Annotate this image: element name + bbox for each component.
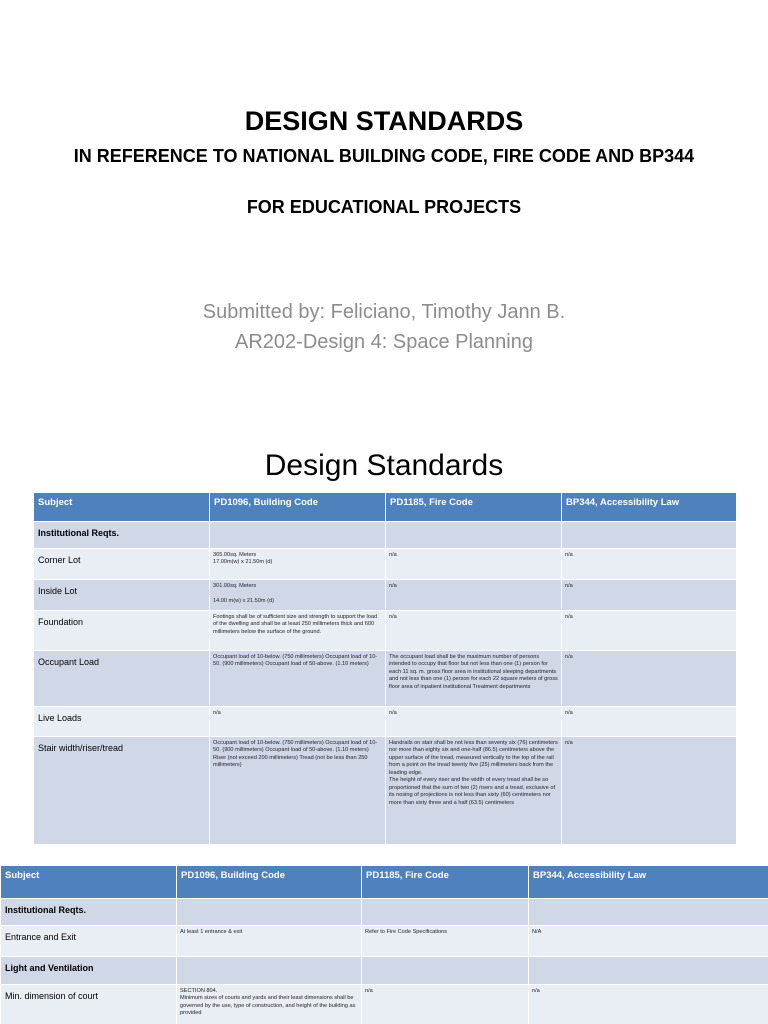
cell-building-code: Occupant load of 10-below. (750 millimeters) Occupant load of 10-50. (900 millimeters) Occupant load of 50-above. (1.10 meters) Riser (not exceed 200 millimeters) Tread (not be less than 250 millimeters) <box>210 737 386 845</box>
standards-table <box>33 492 737 845</box>
cell-building-code: n/a <box>210 707 386 737</box>
row-subject: Corner Lot <box>34 549 210 580</box>
cell-fire-code: n/a <box>386 549 562 580</box>
table-row <box>1 926 768 957</box>
table-row <box>34 707 737 737</box>
table-row <box>34 522 737 549</box>
cell-building-code: SECTION 804. Minimum sizes of courts and yards and their least dimensions shall be governed by the use, type of construction, and height of the building as provided <box>177 985 362 1024</box>
cell-accessibility: n/a <box>562 651 737 707</box>
slide-subtitle: IN REFERENCE TO NATIONAL BUILDING CODE, FIRE CODE AND BP344 <box>73 146 695 166</box>
table-header-row <box>34 493 737 522</box>
cell-building-code: Occupant load of 10-below. (750 millimeters) Occupant load of 10-50. (900 millimeters) Occupant load of 50-above. (1.10 meters) <box>210 651 386 707</box>
cell-fire-code: n/a <box>362 985 529 1024</box>
slide-title: Design Standards <box>264 449 504 482</box>
cell-accessibility <box>529 957 768 985</box>
row-subject: Occupant Load <box>34 651 210 707</box>
standards-slide <box>0 425 768 865</box>
cell-building-code: 365.00sq. Meters 17.00m(w) x 21.50m (d) <box>210 549 386 580</box>
standards-table-continued <box>0 865 768 1024</box>
cell-fire-code: n/a <box>386 580 562 611</box>
table-header-row <box>1 866 768 899</box>
table-row <box>34 651 737 707</box>
cell-accessibility: n/a <box>562 611 737 651</box>
cell-fire-code: The occupant load shall be the maximum number of persons intended to occupy that floor but not less than one (1) person for each 11 sq. m. gross floor area in institutional sleeping departments and not less than one (1) person for each 22 square meters of gross floor area of inpatient institutional Treatment departments <box>386 651 562 707</box>
cell-accessibility: n/a <box>529 985 768 1024</box>
cell-fire-code: Handrails on stair shall be not less than seventy six (76) centimeters nor more than eighty six and one-half (86.5) centimeters above the upper surface of the tread, measured vertically to the top of the rail from a point on the tread twenty five (25) millimeters back from the leading edge. The height of every riser and the width of every tread shall be so proportioned that the sum of two (2) risers and a tread, exclusive of its nosing of projections is not less than sixty (60) centimeters nor more than sixty three and a half (63.5) centimeters <box>386 737 562 845</box>
row-subject: Min. dimension of court <box>1 985 177 1024</box>
table-row <box>34 549 737 580</box>
cell-building-code <box>177 899 362 926</box>
header-building-code: PD1096, Building Code <box>177 866 362 899</box>
cell-fire-code: n/a <box>386 611 562 651</box>
header-accessibility-law: BP344, Accessibility Law <box>562 493 737 522</box>
header-fire-code: PD1185, Fire Code <box>386 493 562 522</box>
row-subject: Institutional Reqts. <box>34 522 210 549</box>
header-subject: Subject <box>34 493 210 522</box>
row-subject: Entrance and Exit <box>1 926 177 957</box>
course-name: AR202-Design 4: Space Planning <box>235 331 533 353</box>
slide-subtitle-2: FOR EDUCATIONAL PROJECTS <box>246 197 522 217</box>
table-row <box>1 985 768 1024</box>
title-slide <box>0 0 768 425</box>
header-building-code: PD1096, Building Code <box>210 493 386 522</box>
cell-building-code: 301.00sq. Meters 14.00 m(w) x 21.50m (d) <box>210 580 386 611</box>
table-row <box>34 580 737 611</box>
header-accessibility-law: BP344, Accessibility Law <box>529 866 768 899</box>
standards-slide-continued <box>0 865 768 1024</box>
cell-building-code: At least 1 entrance & exit <box>177 926 362 957</box>
cell-fire-code: n/a <box>386 707 562 737</box>
row-subject: Foundation <box>34 611 210 651</box>
cell-building-code <box>210 522 386 549</box>
cell-accessibility: n/a <box>562 580 737 611</box>
cell-accessibility: n/a <box>562 549 737 580</box>
cell-fire-code <box>362 957 529 985</box>
cell-accessibility <box>562 522 737 549</box>
row-subject: Light and Ventilation <box>1 957 177 985</box>
row-subject: Live Loads <box>34 707 210 737</box>
cell-fire-code <box>362 899 529 926</box>
cell-fire-code: Refer to Fire Code Specifications <box>362 926 529 957</box>
row-subject: Stair width/riser/tread <box>34 737 210 845</box>
slide-title: DESIGN STANDARDS <box>244 106 524 136</box>
row-subject: Institutional Reqts. <box>1 899 177 926</box>
cell-fire-code <box>386 522 562 549</box>
cell-building-code: Footings shall be of sufficient size and strength to support the load of the dwelling and shall be at least 250 millimeters thick and 600 millimeters below the surface of the ground. <box>210 611 386 651</box>
row-subject: Inside Lot <box>34 580 210 611</box>
cell-building-code <box>177 957 362 985</box>
cell-accessibility <box>529 899 768 926</box>
table-row <box>34 611 737 651</box>
header-subject: Subject <box>1 866 177 899</box>
table-row <box>1 899 768 926</box>
submitted-by: Submitted by: Feliciano, Timothy Jann B. <box>202 301 566 323</box>
table-row <box>34 737 737 845</box>
cell-accessibility: N/A <box>529 926 768 957</box>
cell-accessibility: n/a <box>562 737 737 845</box>
table-row <box>1 957 768 985</box>
cell-accessibility: n/a <box>562 707 737 737</box>
header-fire-code: PD1185, Fire Code <box>362 866 529 899</box>
